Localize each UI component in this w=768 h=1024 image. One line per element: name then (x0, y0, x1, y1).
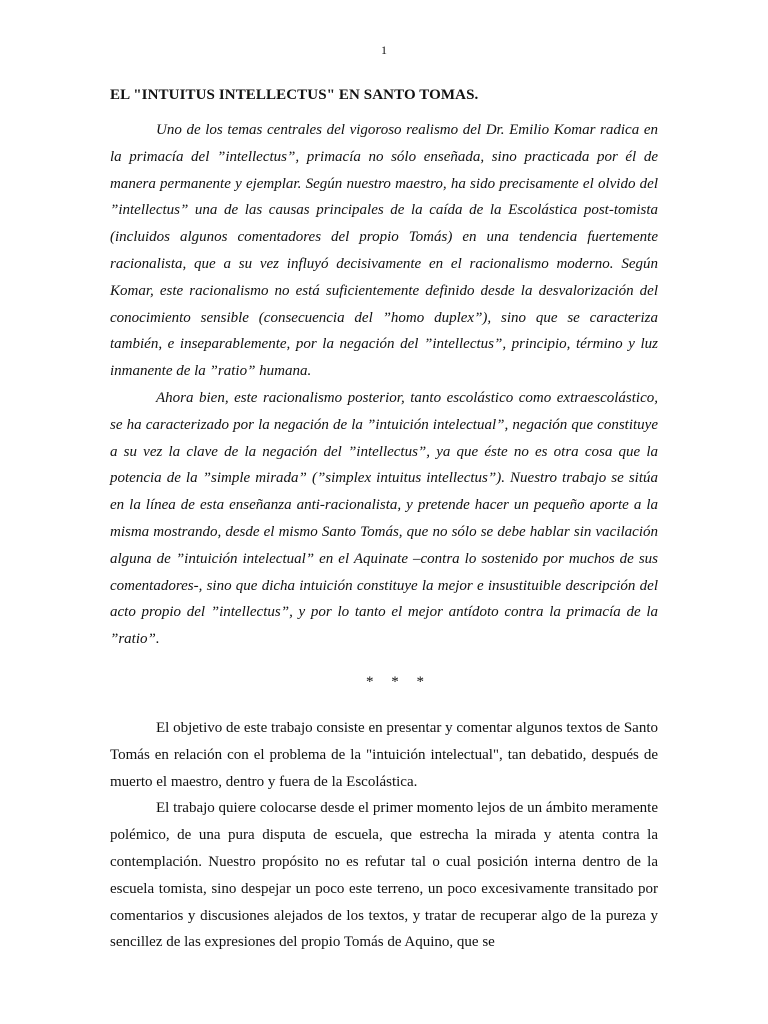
body-paragraph-1: El objetivo de este trabajo consiste en presentar y comentar algunos textos de Santo Tomás en relación con el problema de la "intuición intelectual", tan debatido, después de muerto el maestro, dentro y fuera de la Escolástica. (110, 719, 658, 790)
page-content (110, 82, 658, 956)
intro-paragraph-2: Ahora bien, este racionalismo posterior, tanto escolástico como extraescolástico, se ha caracterizado por la negación de la ”intuición intelectual”, negación que constituye a su vez la clave de la negación del ”intellectus”, ya que éste no es otra cosa que la potencia de la ”simple mirada” (”simplex intuitus intellectus”). Nuestro trabajo se sitúa en la línea de esta enseñanza anti-racionalista, y pretende hacer un pequeño aporte a la misma mostrando, desde el mismo Santo Tomás, que no sólo se debe hablar sin vacilación alguna de ”intuición intelectual” en el Aquinate –contra lo sostenido por muchos de sus comentadores-, sino que dicha intuición constituye la mejor e insustituible descripción del acto propio del ”intellectus”, y por lo tanto el mejor antídoto contra la primacía de la ”ratio”. (110, 389, 658, 648)
intro-paragraph-1: Uno de los temas centrales del vigoroso realismo del Dr. Emilio Komar radica en la primacía del ”intellectus”, primacía no sólo enseñada, sino practicada por él de manera permanente y ejemplar. Según nuestro maestro, ha sido precisamente el olvido del ”intellectus” una de las causas principales de la caída de la Escolástica post-tomista (incluidos algunos comentadores del propio Tomás) en una tendencia fuertemente racionalista, que a su vez influyó decisivamente en el racionalismo moderno. Según Komar, este racionalismo no está suficientemente definido desde la desvalorización del conocimiento sensible (consecuencia del ”homo duplex”), sino que se caracteriza también, e inseparablemente, por la negación del ”intellectus”, principio, término y luz inmanente de la ”ratio” humana. (110, 122, 658, 380)
document-title: EL "INTUITUS INTELLECTUS" EN SANTO TOMAS. (110, 87, 479, 103)
page-number: 1 (381, 43, 387, 57)
body-paragraph-2: El trabajo quiere colocarse desde el primer momento lejos de un ámbito meramente polémico, de una pura disputa de escuela, que estrecha la mirada y atenta contra la contemplación. Nuestro propósito no es refutar tal o cual posición interna dentro de la escuela tomista, sino despejar un poco este terreno, un poco excesivamente transitado por comentarios y discusiones alejados de los textos, y tratar de recuperar algo de la pureza y sencillez de las expresiones del propio Tomás de Aquino, que se (110, 800, 658, 951)
section-separator: * * * (366, 673, 424, 690)
